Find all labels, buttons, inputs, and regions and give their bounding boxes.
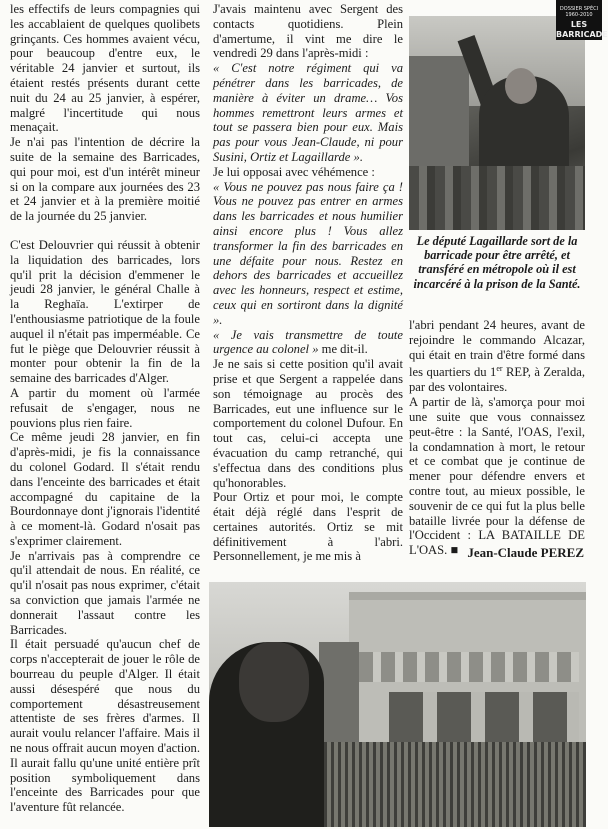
photo-lagaillarde [409,16,585,230]
article-column-2 [213,2,403,564]
paragraph: Pour Ortiz et pour moi, le compte était déjà réglé dans l'esprit de certaines autorités. Ortiz se mit définitivement à l'abri. Personnellement, je me mis à [213,490,403,564]
badge-years: 1960-2010 [565,12,593,18]
quote-transmit: « Je vais transmettre de toute urgence au colonel » [213,327,403,357]
paragraph: A partir de là, s'amorça pour moi une suite que vous connaissez peut-être : la Santé, l'OAS, l'exil, la condamnation à mort, le retour et ce combat que je continue de mener pour défendre envers et contre tout, au mieux possible, le souvenir de ce qui fut la plus belle bataille livrée pour la défense de l'Occident : LA BATAILLE DE L'OAS. ■ [409,395,585,558]
quote-tail: me dit-il. [318,342,368,357]
author-signature: Jean-Claude PEREZ [467,545,584,560]
quote-reply: « Vous ne pouvez pas nous faire ça ! Vous ne pouvez pas entrer en armes dans les barricades et nous humilier ainsi encore plus ! Vous allez transformer la fin des barricades en une défaite pour nous. Restez en dehors des barricades et accueillez avec les honneurs, respect et estime, ceux qui en sortiront dans la dignité ». [213,179,403,327]
end-mark: ■ [450,543,459,558]
paragraph: J'avais maintenu avec Sergent des contacts quotidiens. Plein d'amertume, il vint me dire le vendredi 29 dans l'après-midi : [213,2,403,61]
paragraph: Je n'ai pas l'intention de décrire la suite de la semaine des Barricades, qui pour moi, est d'un intérêt mineur si on la compare aux journées des 23 et 24 janvier et à la première moitié de la journée du 25 janvier. [10,135,200,224]
paragraph: A partir du moment où l'armée refusait de s'engager, nous ne pouvions plus rien faire. [10,385,200,430]
paragraph: les effectifs de leurs compagnies qui les accablaient de quelques quolibets grinçants. Ces hommes avaient vécu, pour beaucoup d'entre eux, le véritable 24 janvier et surtout, ils étaient restés présents durant cette nuit du 24 au 25 janvier, à espérer, malgré l'incertitude qui nous menaçait. [10,2,200,135]
paragraph: C'est Delouvrier qui réussit à obtenir la liquidation des barricades, lors qu'il prit la décision d'emmener le jeudi 28 janvier, le général Challe à la Reghaïa. L'extirper de l'enthousiasme patriotique de la foule auquel il n'était pas imperméable. Ce fut le piège que Delouvrier réussit à monter pour obtenir la fin de la semaine des barricades d'Alger. [10,237,200,386]
paragraph: l'abri pendant 24 heures, avant de rejoindre le commando Alcazar, qui était en train d'être formé dans les quartiers du 1er REP, à Zeralda, par des volontaires. [409,318,585,395]
paragraph: Il était persuadé qu'aucun chef de corps n'accepterait de jouer le rôle de bourreau du peuple d'Alger. Il était aussi désespéré que nous du comportement désastreusement attentiste de ses frères d'armes. Il aurait voulu relancer l'affaire. Mais il ne nous offrait aucun moyen d'action. Il aurait fallu qu'une unité entière prît position symboliquement dans l'enceinte des Barricades pour que l'aventure fût relancée. [10,637,200,815]
article-column-3 [409,318,585,558]
paragraph: Je n'arrivais pas à comprendre ce qu'il attendait de nous. En réalité, ce qu'il n'osait pas nous exprimer, c'était sa conviction que jamais l'armée ne donnerait l'assaut contre les Barricades. [10,548,200,637]
badge-line: DOSSIER SPÉCI [559,6,599,12]
photo-grande-poste [209,582,586,827]
paragraph [213,328,403,358]
badge-title: LES BARRICADE [556,20,608,39]
paragraph: Je lui opposai avec véhémence : [213,164,375,179]
superscript: er [496,364,503,374]
paragraph: Ce même jeudi 28 janvier, en fin d'après-midi, je fis la connaissance du colonel Godard. Il s'était rendu dans l'enceinte des barricades et était accompagné du capitaine de la Bourdonnaye dont j'ignorais l'identité à ce moment-là. Godard n'osait pas s'exprimer clairement. [10,430,200,548]
paragraph-gap [10,224,200,238]
photo-caption: Le député Lagaillarde sort de la barricade pour être arrêté, et transféré en métropole où il est incarcéré à la prison de la Santé. [413,234,581,291]
article-column-1 [10,2,200,815]
quote-sergent: « C'est notre régiment qui va pénétrer dans les barricades, de manière à éviter un drame… Vos hommes remettront leurs armes et tout se passera bien pour eux. Mais pas pour vous Jean-Claude, ni pour Susini, Ortiz et Lagaillarde ». [213,61,403,164]
dossier-badge [556,0,608,40]
paragraph: Je ne sais si cette position qu'il avait prise et que Sergent a rappelée dans son témoignage au procès des Barricades, eut une influence sur le comportement du colonel Dufour. En tout cas, celui-ci accepta une évacuation du camp retranché, qui s'effectua dans des conditions plus qu'honorables. [213,357,403,490]
